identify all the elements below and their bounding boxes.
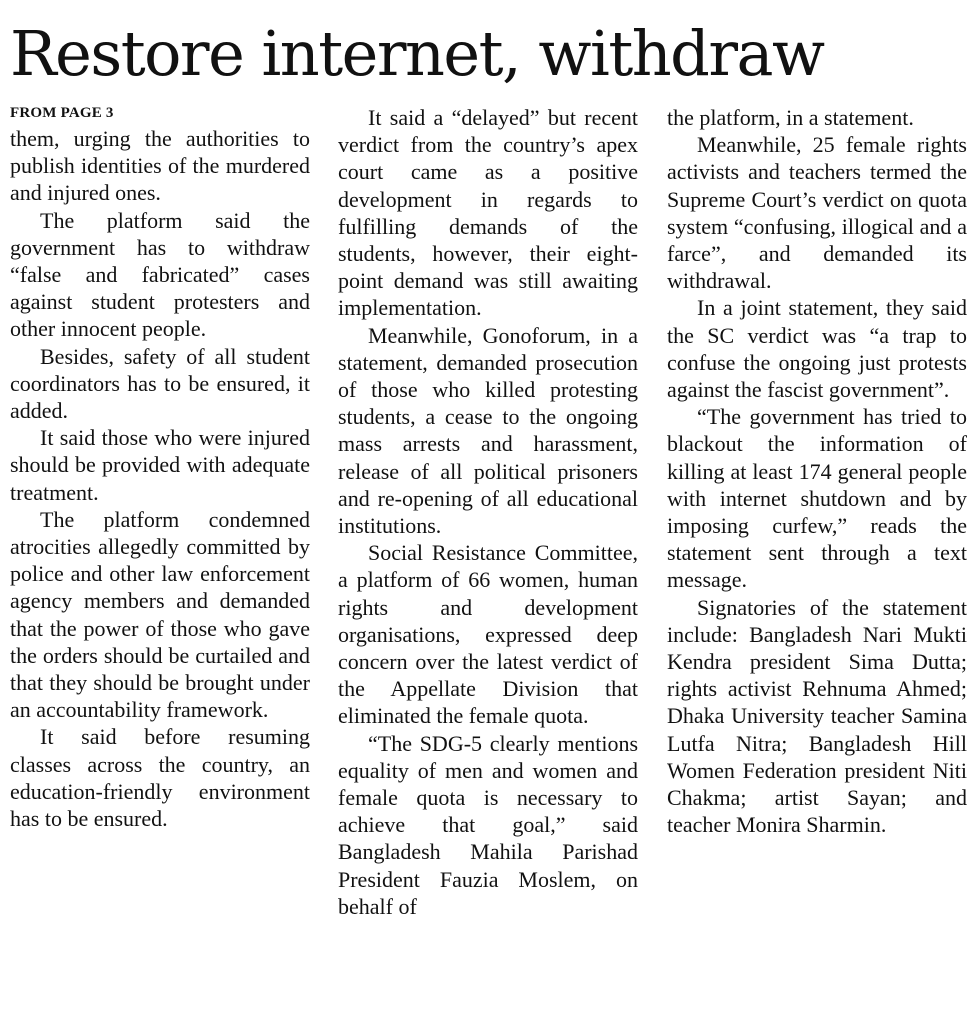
article-column-3 [667, 104, 967, 838]
paragraph: Meanwhile, Gonoforum, in a statement, demanded prosecution of those who killed protesting students, a cease to the ongoing mass arrests and harassment, release of all political prisoners and re-opening of all educational institutions. [338, 322, 638, 539]
paragraph: In a joint statement, they said the SC verdict was “a trap to confuse the ongoing just protests against the fascist government”. [667, 295, 967, 403]
paragraph: It said those who were injured should be provided with adequate treatment. [10, 425, 310, 505]
continuation-kicker: FROM PAGE 3 [10, 105, 114, 121]
paragraph: It said before resuming classes across the country, an education-friendly environment has to be ensured. [10, 724, 310, 832]
paragraph: Besides, safety of all student coordinators has to be ensured, it added. [10, 343, 310, 424]
paragraph: them, urging the authorities to publish identities of the murdered and injured ones. [10, 126, 310, 206]
paragraph: the platform, in a statement. [667, 105, 914, 130]
paragraph: It said a “delayed” but recent verdict from the country’s apex court came as a positive development in regards to fulfilling demands of the students, however, their eight-point demand was still awaiting implementation. [338, 105, 638, 321]
paragraph: “The government has tried to blackout the information of killing at least 174 general people with internet shutdown and by imposing curfew,” reads the statement sent through a text message. [667, 404, 967, 593]
paragraph: Signatories of the statement include: Bangladesh Nari Mukti Kendra president Sima Dutta; rights activist Rehnuma Ahmed; Dhaka University teacher Samina Lutfa Nitra; Bangladesh Hill Women Federation president Niti Chakma; artist Sayan; and teacher Monira Sharmin. [667, 594, 967, 838]
article-column-2 [338, 104, 638, 920]
paragraph: Meanwhile, 25 female rights activists and teachers termed the Supreme Court’s verdict on quota system “confusing, illogical and a farce”, and demanded its withdrawal. [667, 132, 967, 294]
headline: Restore internet, withdraw [10, 17, 824, 90]
paragraph: “The SDG-5 clearly mentions equality of men and women and female quota is necessary to achieve that goal,” said Bangladesh Mahila Parishad President Fauzia Moslem, on behalf of [338, 730, 638, 919]
paragraph: The platform condemned atrocities allegedly committed by police and other law enforcement agency members and demanded that the power of those who gave the orders should be curtailed and that they should be brought under an accountability framework. [10, 506, 310, 723]
paragraph: The platform said the government has to withdraw “false and fabricated” cases against student protesters and other innocent people. [10, 207, 310, 342]
article-column-1 [10, 104, 310, 832]
paragraph: Social Resistance Committee, a platform of 66 women, human rights and development organisations, expressed deep concern over the latest verdict of the Appellate Division that eliminated the female quota. [338, 540, 638, 729]
